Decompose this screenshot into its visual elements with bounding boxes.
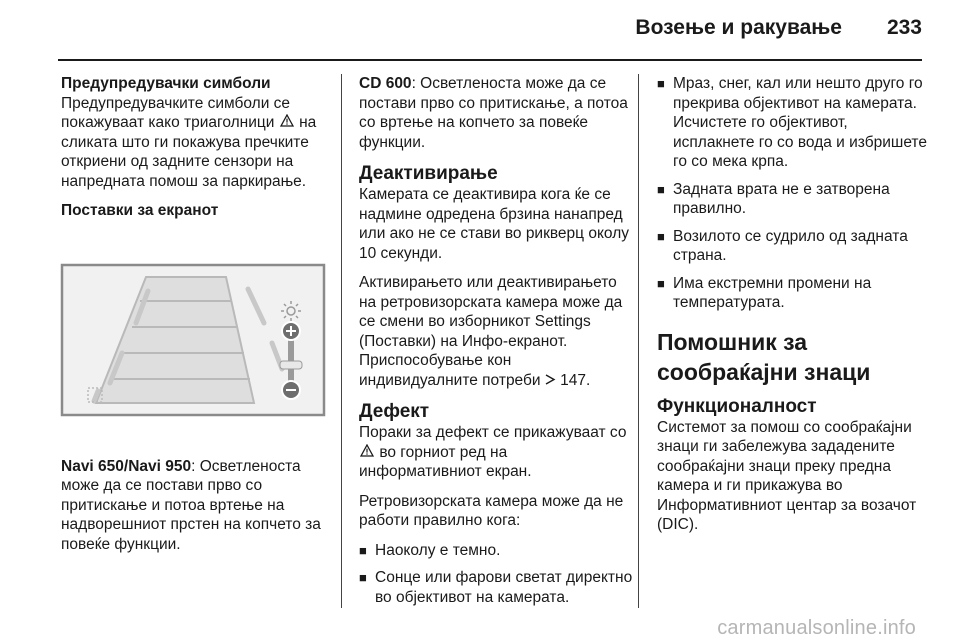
- section-heading-warning-symbols: Предупредувачки симболи: [61, 75, 271, 92]
- page-number: 233: [886, 16, 922, 39]
- paragraph-text: во горниот ред на информативниот екран.: [359, 443, 532, 480]
- column-right: [657, 74, 932, 545]
- paragraph-text: : Осветленоста може да се постави прво со притискање, а потоа со вртење на копчето за повеќе функции.: [359, 75, 628, 151]
- warning-triangle-icon: [359, 443, 375, 463]
- list-item: ■ Задната врата не е затворена правилно.: [657, 180, 932, 219]
- section-heading-screen-settings: Поставки за екранот: [61, 202, 219, 219]
- paragraph-text: Активирањето или деактивирањето на ретровизорската камера може да се смени во изборникот Settings (Поставки) на Инфо-екранот. Приспособување кон индивидуалните потреби: [359, 274, 623, 389]
- page-reference: 147.: [560, 371, 591, 389]
- list-item: ■ Сонце или фарови светат директно во објективот на камерата.: [359, 568, 634, 607]
- label-navi-models: Navi 650/Navi 950: [61, 457, 192, 475]
- page-reference-arrow-icon: [545, 371, 556, 391]
- list-item: ■ Наоколу е темно.: [359, 541, 634, 561]
- section-heading-functionality: Функционалност: [657, 395, 817, 417]
- paragraph-navi-brightness: [61, 457, 331, 555]
- column-divider-left: [341, 74, 342, 608]
- list-item: ■ Има екстремни промени на температурата.: [657, 274, 932, 313]
- paragraph-text: Предупредувачките симболи се покажуваат како триаголници: [61, 94, 291, 131]
- paragraph-deactivation: Камерата се деактивира кога ќе се надмине одредена брзина нанапред или ако не се стави во рикверц околу 10 секунди.: [359, 186, 630, 262]
- paragraph-text: Пораки за дефект се прикажуваат со: [359, 424, 627, 441]
- column-middle: [359, 74, 634, 615]
- fault-conditions-list-continued: [657, 74, 932, 313]
- list-item: ■ Возилото се судрило од задната страна.: [657, 227, 932, 266]
- column-divider-right: [638, 74, 639, 608]
- paragraph-warning-symbols: [61, 94, 331, 192]
- camera-display-illustration: [58, 231, 328, 443]
- watermark: carmanualsonline.info: [717, 617, 916, 639]
- header-title: Возење и ракување: [635, 16, 842, 39]
- paragraph-activation-settings: [359, 273, 634, 390]
- label-cd600: CD 600: [359, 75, 412, 92]
- page-header: [0, 0, 960, 62]
- header-rule: [58, 59, 922, 61]
- paragraph-fault-messages: [359, 423, 634, 482]
- section-title-traffic-sign-assistant: Помошник за сообраќајни знаци: [657, 328, 871, 385]
- warning-triangle-icon: [279, 113, 295, 133]
- paragraph-cd600-brightness: [359, 74, 634, 152]
- paragraph-fault-conditions: Ретровизорската камера може да не работи правилно кога:: [359, 492, 624, 529]
- fault-conditions-list: [359, 541, 634, 608]
- section-heading-deactivation: Деактивирање: [359, 163, 498, 184]
- section-heading-fault: Дефект: [359, 401, 430, 422]
- column-left: [61, 74, 331, 564]
- paragraph-text: на сликата што ги покажува пречките откриени од задните сензори на напредната помош за паркирање.: [61, 114, 317, 190]
- paragraph-functionality: Системот за помош со сообраќајни знаци ги забележува зададените сообраќајни знаци преку предна камера и ги прикажува во Информативниот центар за возачот (DIC).: [657, 418, 917, 533]
- paragraph-text: : Осветленоста може да се постави прво со притискање и потоа вртење на надворешниот прстен на копчето за повеќе функции.: [61, 457, 321, 553]
- list-item: ■ Мраз, снег, кал или нешто друго го прекрива објективот на камерата. Исчистете го објективот, исплакнете го со вода и избришете го со мека крпа.: [657, 74, 932, 172]
